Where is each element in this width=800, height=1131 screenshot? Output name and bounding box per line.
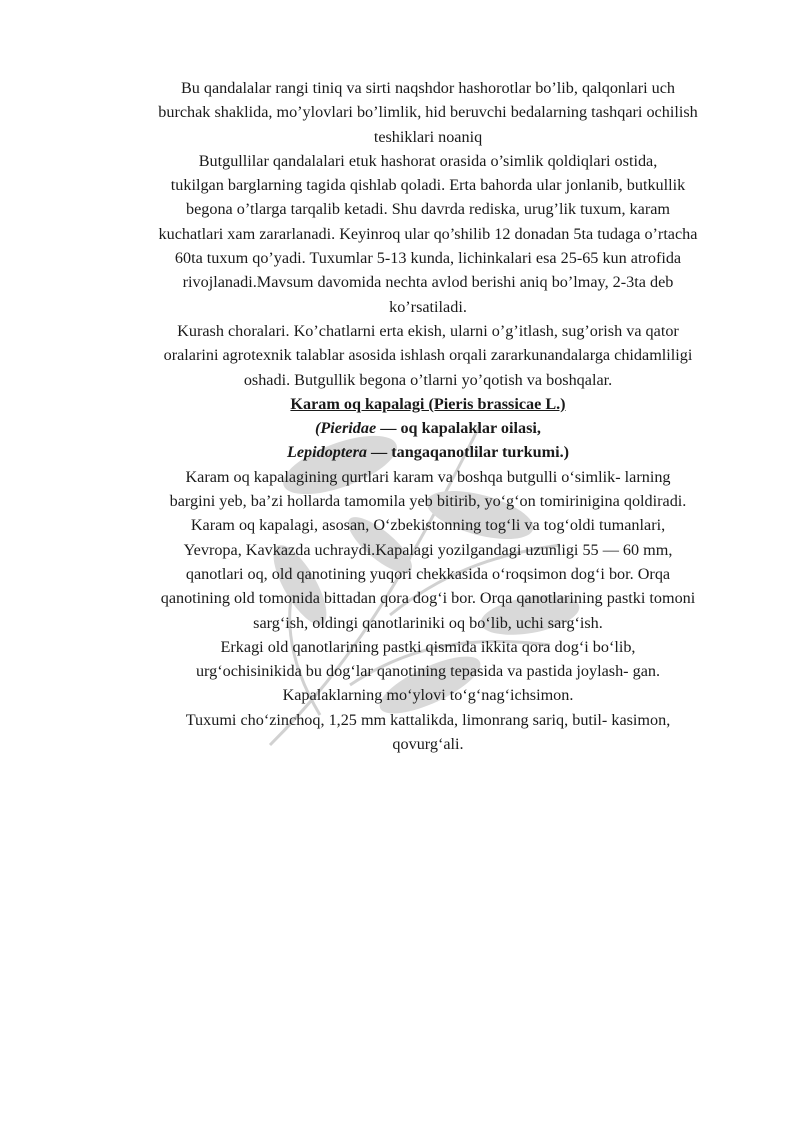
family-latin-name: (Pieridae: [315, 419, 377, 438]
text-line: qanotining old tomonida bittadan qora dog‘i bor. Orqa qanotlarining pastki tomoni: [160, 589, 696, 608]
text-line: Erkagi old qanotlarining pastki qismida ikkita qora dog‘i bo‘lib,: [220, 637, 636, 656]
text-line: rivojlanadi.Mavsum davomida nechta avlod berishi aniq bo’lmay, 2-3ta deb: [182, 273, 674, 292]
section-subheading: [112, 416, 744, 440]
text-line: teshiklari noaniq: [373, 127, 483, 146]
text-line: Bu qandalalar rangi tiniq va sirti naqshdor hashorotlar bo’lib, qalqonlari uch: [180, 79, 676, 97]
text-line: qovurg‘ali.: [392, 735, 464, 754]
text-line: tukilgan barglarning tagida qishlab qoladi. Erta bahorda ular jonlanib, butkullik: [170, 176, 686, 195]
text-line: Yevropa, Kavkazda uchraydi.Kapalagi yozilgandagi uzunligi 55 — 60 mm,: [183, 540, 673, 559]
text-line: burchak shaklida, mo’ylovlari bo’limlik, hid beruvchi bedalarning tashqari ochilish: [158, 103, 698, 122]
family-name: — oq kapalaklar oilasi,: [376, 419, 541, 438]
text-line: Butgullilar qandalalari etuk hashorat orasida o’simlik qoldiqlari ostida,: [198, 151, 658, 170]
order-latin-name: Lepidoptera: [286, 443, 367, 462]
text-line: oralarini agrotexnik talablar asosida ishlash orqali zararkunandalarga chidamliligi: [163, 346, 693, 365]
text-line: begona o’tlarga tarqalib ketadi. Shu davrda rediska, urug’lik tuxum, karam: [186, 200, 670, 219]
text-line: bargini yeb, ba’zi hollarda tamomila yeb bitirib, yo‘g‘on tomirinigina qoldiradi.: [169, 492, 687, 511]
text-line: Karam oq kapalagining qurtlari karam va boshqa butgulli o‘simlik- larning: [185, 467, 671, 486]
text-line: Tuxumi cho‘zinchoq, 1,25 mm kattalikda, limonrang sariq, butil- kasimon,: [185, 710, 671, 729]
text-line: qanotlari oq, old qanotining yuqori chekkasida o‘roqsimon dog‘i bor. Orqa: [185, 564, 671, 583]
text-line: sarg‘ish, oldingi qanotlariniki oq bo‘lib, uchi sarg‘ish.: [253, 613, 603, 632]
text-line: oshadi. Butgullik begona o’tlarni yo’qotish va boshqalar.: [243, 370, 613, 389]
text-line: Kurash choralari. Ko’chatlarni erta ekish, ularni o’g’itlash, sug’orish va qator: [177, 321, 679, 340]
document-text: [112, 76, 744, 756]
text-line: Kapalaklarning mo‘ylovi to‘g‘nag‘ichsimon.: [282, 686, 574, 705]
text-line: Karam oq kapalagi, asosan, O‘zbekistonning tog‘li va tog‘oldi tumanlari,: [190, 516, 666, 535]
order-name: — tangaqanotlilar turkumi.): [366, 443, 570, 462]
section-subheading: [112, 440, 744, 464]
section-heading: Karam oq kapalagi (Pieris brassicae L.): [290, 394, 566, 413]
text-line: kuchatlari xam zararlanadi. Keyinroq ular qo’shilib 12 donadan 5ta tudaga o’rtacha: [158, 224, 698, 243]
text-line: ko’rsatiladi.: [389, 297, 467, 316]
text-line: urg‘ochisinikida bu dog‘lar qanotining tepasida va pastida joylash- gan.: [195, 662, 661, 681]
text-line: 60ta tuxum qo’yadi. Tuxumlar 5-13 kunda, lichinkalari esa 25-65 kun atrofida: [174, 249, 682, 268]
